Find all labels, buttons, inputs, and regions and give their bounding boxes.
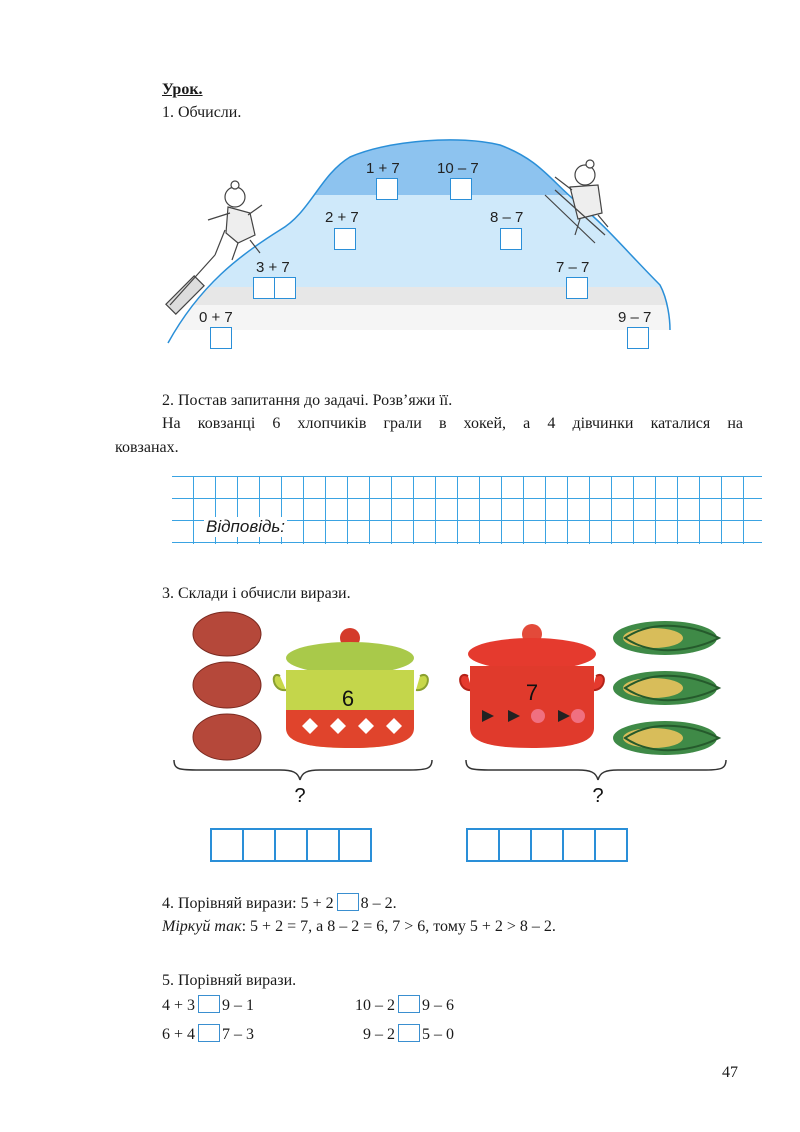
expr-4: 8 – 7 [490, 209, 524, 226]
task5-heading: 5. Порівняй вирази. [162, 972, 297, 989]
page-number: 47 [722, 1064, 738, 1081]
answer-box-6[interactable] [566, 277, 588, 299]
compare-box[interactable] [398, 995, 420, 1013]
expr-left-b: 9 – 1 [222, 997, 255, 1014]
expr-1: 1 + 7 [366, 160, 400, 177]
expression-cells-left[interactable] [210, 828, 372, 862]
brace-left [174, 760, 432, 780]
answer-box-8[interactable] [627, 327, 649, 349]
expr-5: 3 + 7 [256, 259, 290, 276]
answer-box-4[interactable] [500, 228, 522, 250]
task5-row2-right [363, 1024, 454, 1045]
answer-box-1[interactable] [376, 178, 398, 200]
brace-right [466, 760, 726, 780]
lesson-title: Урок. [162, 81, 203, 98]
task5-row1-right [355, 995, 454, 1016]
question-left: ? [294, 785, 306, 807]
task4-text-before: 4. Порівняй вирази: 5 + 2 [162, 895, 334, 912]
expression-cells-right[interactable] [466, 828, 628, 862]
expr-right-b: 5 – 0 [422, 1026, 454, 1043]
task4-heading [162, 893, 397, 914]
expr-2: 10 – 7 [437, 160, 479, 177]
pot-right [460, 624, 604, 748]
task1-heading: 1. Обчисли. [162, 104, 242, 121]
vegetables-pots-illustration [160, 610, 730, 810]
task2-heading: 2. Постав запитання до задачі. Розв’яжи її. [162, 392, 453, 409]
compare-box[interactable] [198, 995, 220, 1013]
task4-hint [162, 917, 556, 937]
hill-illustration [160, 135, 680, 360]
task2-problem-line1: На ковзанці 6 хлопчиків грали в хокей, а 4 дівчинки каталися на [162, 415, 743, 432]
pot-right-number: 7 [525, 680, 539, 705]
expr-8: 9 – 7 [618, 309, 652, 326]
compare-box-task4[interactable] [337, 893, 359, 911]
potato-icon [193, 612, 261, 760]
expr-6: 7 – 7 [556, 259, 590, 276]
hint-text: : 5 + 2 = 7, а 8 – 2 = 6, 7 > 6, тому 5 + 2 > 8 – 2. [241, 918, 556, 935]
task5-row2-left [162, 1024, 254, 1045]
expr-right-a: 10 – 2 [355, 997, 395, 1014]
compare-box[interactable] [198, 1024, 220, 1042]
question-right: ? [592, 785, 604, 807]
answer-box-2[interactable] [450, 178, 472, 200]
task3-heading: 3. Склади і обчисли вирази. [162, 585, 351, 602]
hint-label: Міркуй так [162, 918, 242, 935]
answer-box-7[interactable] [210, 327, 232, 349]
task5-row1-left [162, 995, 254, 1016]
expr-left-a: 4 + 3 [162, 997, 196, 1014]
answer-box-5b[interactable] [274, 277, 296, 299]
task2-problem-line2: ковзанах. [115, 439, 179, 456]
corn-icon [613, 621, 719, 755]
expr-left-a: 6 + 4 [162, 1026, 196, 1043]
answer-box-5a[interactable] [253, 277, 275, 299]
expr-3: 2 + 7 [325, 209, 359, 226]
pot-left-number: 6 [341, 686, 355, 711]
expr-7: 0 + 7 [199, 309, 233, 326]
pot-left [274, 628, 428, 748]
expr-left-b: 7 – 3 [222, 1026, 255, 1043]
task4-text-after: 8 – 2. [360, 895, 397, 912]
answer-label: Відповідь: [206, 517, 286, 536]
expr-right-b: 9 – 6 [422, 997, 454, 1014]
answer-box-3[interactable] [334, 228, 356, 250]
expr-right-a: 9 – 2 [363, 1026, 395, 1043]
compare-box[interactable] [398, 1024, 420, 1042]
